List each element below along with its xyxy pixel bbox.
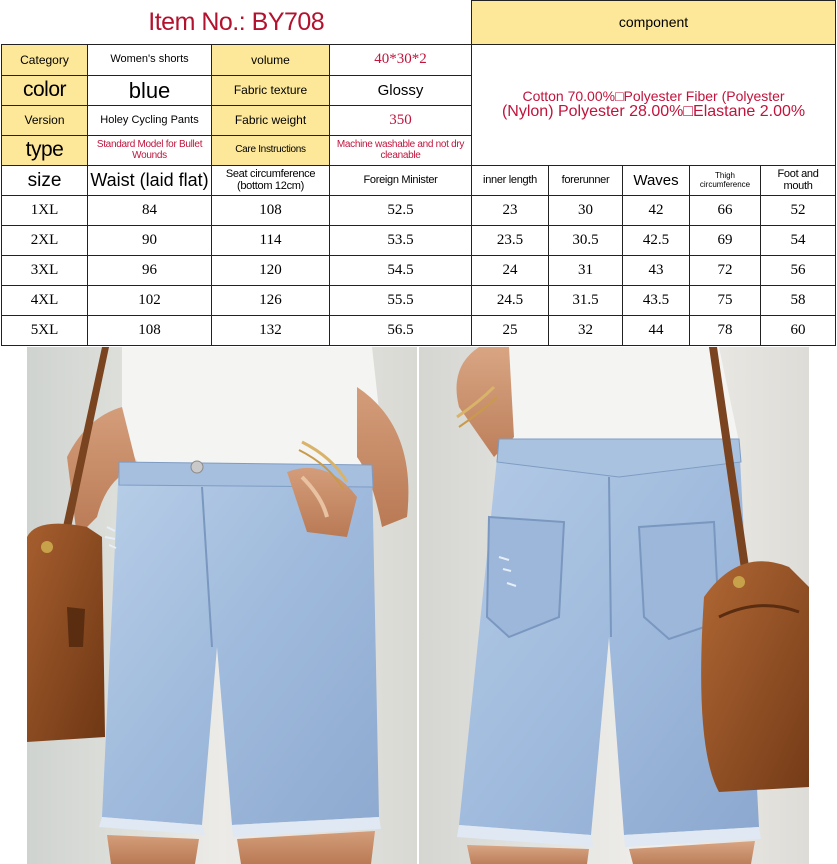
- forerunner-header: forerunner: [549, 166, 623, 196]
- table-cell: 108: [212, 196, 330, 226]
- table-cell: 52: [761, 196, 836, 226]
- table-cell: 84: [88, 196, 212, 226]
- table-cell: 25: [472, 316, 549, 346]
- table-cell: 54.5: [330, 256, 472, 286]
- table-cell: 108: [88, 316, 212, 346]
- table-cell: 58: [761, 286, 836, 316]
- table-cell: 114: [212, 226, 330, 256]
- color-value: blue: [88, 76, 212, 106]
- table-row: [2, 286, 836, 316]
- table-cell: 23.5: [472, 226, 549, 256]
- table-cell: 90: [88, 226, 212, 256]
- table-cell: 126: [212, 286, 330, 316]
- table-cell: 75: [690, 286, 761, 316]
- table-cell: 55.5: [330, 286, 472, 316]
- component-header: component: [472, 1, 836, 45]
- table-cell: 30.5: [549, 226, 623, 256]
- composition-line-2: (Nylon) Polyester 28.00%□Elastane 2.00%: [501, 102, 806, 120]
- care-instructions-value: Machine washable and not dry cleanable: [330, 136, 472, 166]
- composition-cell: [472, 45, 836, 166]
- color-label: color: [2, 76, 88, 106]
- table-cell: 43: [623, 256, 690, 286]
- table-cell: 2XL: [2, 226, 88, 256]
- table-row: [2, 256, 836, 286]
- table-cell: 30: [549, 196, 623, 226]
- item-number-title: Item No.: BY708: [2, 1, 472, 45]
- table-cell: 31.5: [549, 286, 623, 316]
- type-value: Standard Model for Bullet Wounds: [88, 136, 212, 166]
- table-cell: 56.5: [330, 316, 472, 346]
- table-cell: 43.5: [623, 286, 690, 316]
- size-header: size: [2, 166, 88, 196]
- volume-label: volume: [212, 45, 330, 76]
- table-cell: 4XL: [2, 286, 88, 316]
- foreign-minister-header: Foreign Minister: [330, 166, 472, 196]
- seat-circumference-header: Seat circumference (bottom 12cm): [212, 166, 330, 196]
- category-value: Women's shorts: [88, 45, 212, 76]
- table-row: [2, 226, 836, 256]
- table-cell: 53.5: [330, 226, 472, 256]
- fabric-texture-label: Fabric texture: [212, 76, 330, 106]
- table-cell: 56: [761, 256, 836, 286]
- foot-and-mouth-header: Foot and mouth: [761, 166, 836, 196]
- fabric-texture-value: Glossy: [330, 76, 472, 106]
- table-cell: 132: [212, 316, 330, 346]
- table-cell: 24: [472, 256, 549, 286]
- table-cell: 32: [549, 316, 623, 346]
- waves-header: Waves: [623, 166, 690, 196]
- front-view-illustration: [27, 347, 417, 864]
- table-cell: 31: [549, 256, 623, 286]
- type-label: type: [2, 136, 88, 166]
- fabric-weight-value: 350: [330, 106, 472, 136]
- product-photo-back: [419, 347, 809, 864]
- waist-header: Waist (laid flat): [88, 166, 212, 196]
- table-cell: 60: [761, 316, 836, 346]
- table-cell: 23: [472, 196, 549, 226]
- composition-line-1: Cotton 70.00%□Polyester Fiber (Polyester: [522, 88, 785, 105]
- table-cell: 42.5: [623, 226, 690, 256]
- back-view-illustration: [419, 347, 809, 864]
- table-cell: 5XL: [2, 316, 88, 346]
- table-row: [2, 316, 836, 346]
- table-cell: 78: [690, 316, 761, 346]
- volume-value: 40*30*2: [330, 45, 472, 76]
- fabric-weight-label: Fabric weight: [212, 106, 330, 136]
- table-cell: 1XL: [2, 196, 88, 226]
- table-cell: 24.5: [472, 286, 549, 316]
- thigh-circumference-header: Thigh circumference: [690, 166, 761, 196]
- version-value: Holey Cycling Pants: [88, 106, 212, 136]
- table-cell: 3XL: [2, 256, 88, 286]
- category-label: Category: [2, 45, 88, 76]
- table-cell: 96: [88, 256, 212, 286]
- version-label: Version: [2, 106, 88, 136]
- product-photo-front: [27, 347, 417, 864]
- table-row: [2, 196, 836, 226]
- inner-length-header: inner length: [472, 166, 549, 196]
- product-spec-table: [1, 0, 836, 346]
- table-cell: 120: [212, 256, 330, 286]
- care-instructions-label: Care Instructions: [212, 136, 330, 166]
- table-cell: 52.5: [330, 196, 472, 226]
- table-cell: 69: [690, 226, 761, 256]
- table-cell: 42: [623, 196, 690, 226]
- table-cell: 72: [690, 256, 761, 286]
- table-cell: 54: [761, 226, 836, 256]
- table-cell: 102: [88, 286, 212, 316]
- table-cell: 66: [690, 196, 761, 226]
- table-cell: 44: [623, 316, 690, 346]
